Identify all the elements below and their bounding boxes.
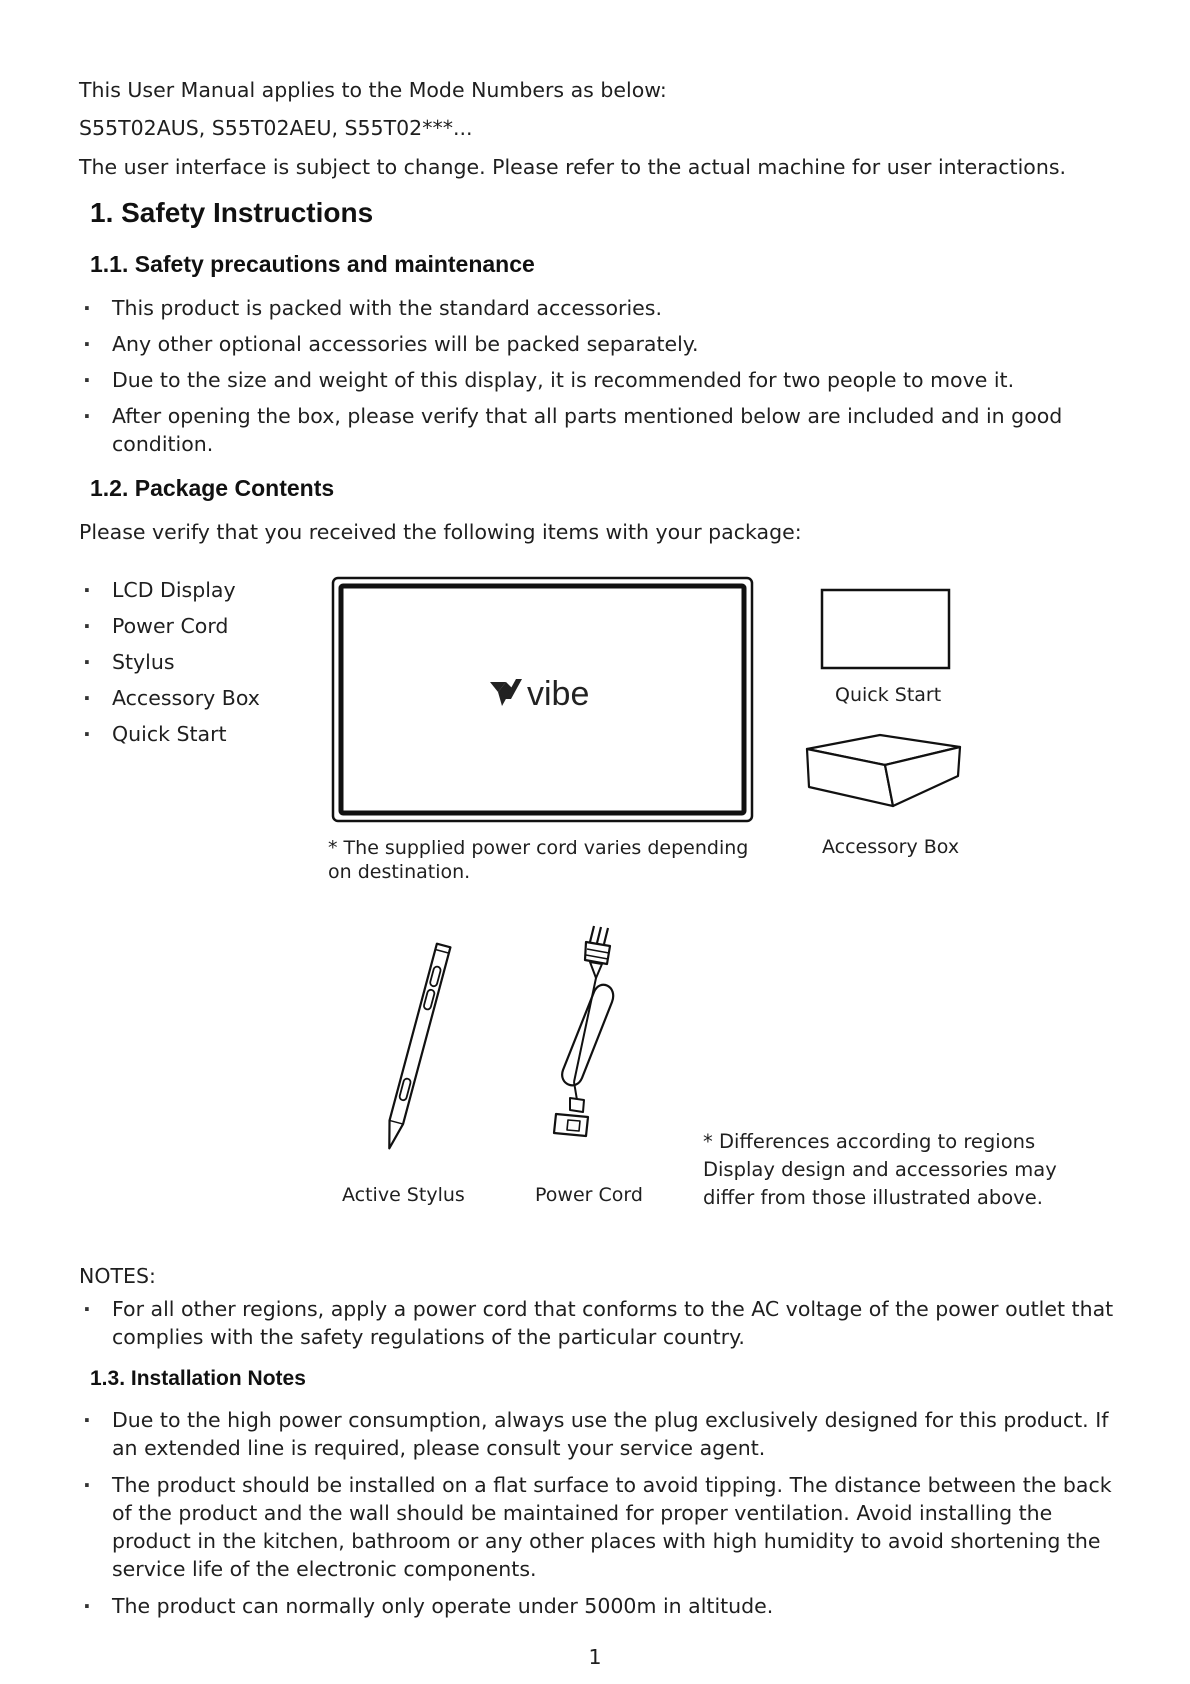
section-1-2-title: 1.2. Package Contents — [90, 475, 335, 501]
list-item: · After opening the box, please verify that all parts mentioned below are included and in good condition. — [79, 402, 1119, 458]
installation-notes-list — [79, 1406, 1119, 1620]
notes-label: NOTES: — [79, 1264, 156, 1288]
list-item: · Due to the high power consumption, always use the plug exclusively designed for this product. If an extended line is required, please consult your service agent. — [79, 1406, 1119, 1462]
list-item: · LCD Display — [79, 576, 319, 604]
power-cord-caption: Power Cord — [535, 1184, 643, 1206]
list-item: · The product should be installed on a flat surface to avoid tipping. The distance between the back of the product and the wall should be maintained for proper ventilation. Avoid installing the product in the kitchen, bathroom or any other places with high humidity to avoid shortening the service life of the electronic components. — [79, 1471, 1119, 1583]
section-1-1-title: 1.1. Safety precautions and maintenance — [90, 251, 535, 277]
regions-note-line: differ from those illustrated above. — [703, 1186, 1043, 1209]
list-item: · Accessory Box — [79, 684, 319, 712]
active-stylus-illustration — [360, 930, 475, 1160]
power-cord-variation-note: * The supplied power cord varies depending on destination. — [328, 837, 749, 883]
safety-precautions-list — [79, 294, 1119, 458]
page-number: 1 — [588, 1645, 602, 1669]
section-1-3-title: 1.3. Installation Notes — [90, 1367, 306, 1390]
section-1-title: 1. Safety Instructions — [90, 197, 374, 228]
regions-note-line: * Differences according to regions — [703, 1130, 1036, 1153]
quick-start-illustration — [820, 588, 952, 670]
list-item: · For all other regions, apply a power cord that conforms to the AC voltage of the power outlet that complies with the safety regulations of the particular country. — [79, 1295, 1119, 1351]
list-item: · Power Cord — [79, 612, 319, 640]
intro-model-heading: This User Manual applies to the Mode Numbers as below: — [79, 78, 667, 102]
accessory-box-illustration — [805, 733, 965, 809]
vibe-logo-text: vibe — [527, 675, 590, 713]
package-contents-list — [79, 576, 319, 748]
regions-note — [703, 1128, 1057, 1212]
active-stylus-caption: Active Stylus — [342, 1184, 465, 1206]
power-cord-illustration — [530, 922, 640, 1154]
regions-note-line: Display design and accessories may — [703, 1158, 1057, 1181]
list-item: · Due to the size and weight of this display, it is recommended for two people to move it. — [79, 366, 1119, 394]
list-item: · Quick Start — [79, 720, 319, 748]
accessory-box-caption: Accessory Box — [822, 836, 960, 858]
package-contents-intro: Please verify that you received the following items with your package: — [79, 520, 802, 544]
list-item: · Any other optional accessories will be packed separately. — [79, 330, 1119, 358]
list-item: · Stylus — [79, 648, 319, 676]
notes-list — [79, 1295, 1119, 1351]
lcd-display-illustration — [330, 575, 755, 825]
list-item: · The product can normally only operate under 5000m in altitude. — [79, 1592, 1119, 1620]
intro-ui-notice: The user interface is subject to change. Please refer to the actual machine for user interactions. — [79, 155, 1067, 179]
quick-start-caption: Quick Start — [835, 684, 942, 706]
intro-model-numbers: S55T02AUS, S55T02AEU, S55T02***... — [79, 116, 473, 140]
list-item: · This product is packed with the standard accessories. — [79, 294, 1119, 322]
